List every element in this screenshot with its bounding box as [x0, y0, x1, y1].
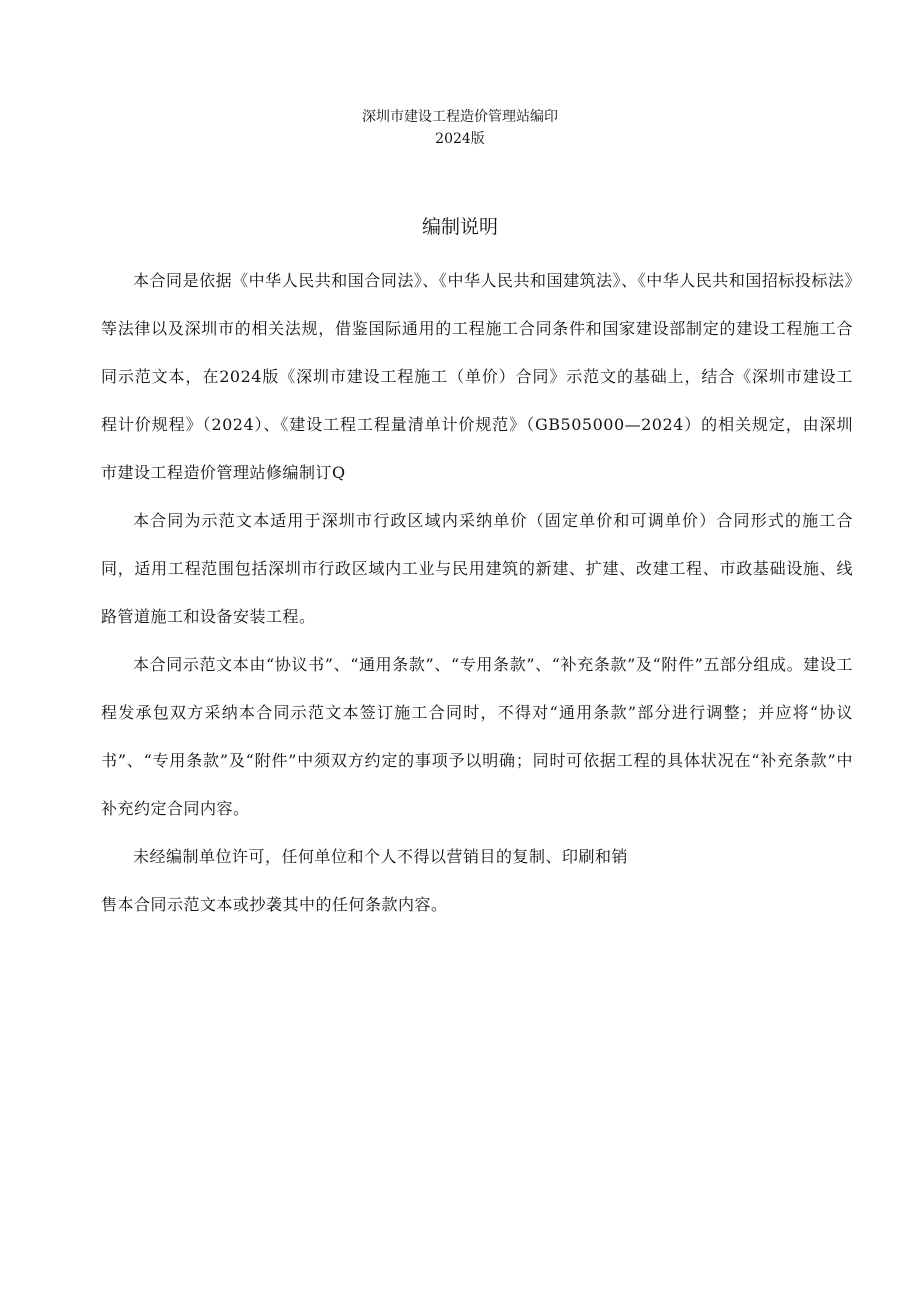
paragraph-copyright-continued: 售本合同示范文本或抄袭其中的任何条款内容。 — [101, 895, 448, 914]
paragraph-scope: 本合同为示范文本适用于深圳市行政区域内采纳单价（固定单价和可调单价）合同形式的施工合同，适用工程范围包括深圳市行政区域内工业与民用建筑的新建、扩建、改建工程、市政基础设施、线路管道施工和设备安装工程。 — [101, 511, 853, 626]
paragraph-legal-basis: 本合同是依据《中华人民共和国合同法》、《中华人民共和国建筑法》、《中华人民共和国招标投标法》等法律以及深圳市的相关法规，借鉴国际通用的工程施工合同条件和国家建设部制定的建设工程施工合同示范文本，在2024版《深圳市建设工程施工（单价）合同》示范文的基础上，结合《深圳市建设工程计价规程》（2024）、《建设工程工程量清单计价规范》（GB505000—2024）的相关规定，由深圳市建设工程造价管理站修编制订Q — [101, 271, 853, 482]
body-text — [101, 257, 853, 929]
publisher-line: 深圳市建设工程造价管理站编印 — [362, 109, 558, 125]
paragraph-composition: 本合同示范文本由“协议书”、“通用条款”、“专用条款”、“补充条款”及“附件”五部分组成。建设工程发承包双方采纳本合同示范文本签订施工合同时，不得对“通用条款”部分进行调整；并应将“协议书”、“专用条款”及“附件”中须双方约定的事项予以明确；同时可依据工程的具体状况在“补充条款”中补充约定合同内容。 — [101, 655, 853, 818]
document-header — [0, 106, 920, 150]
edition-line: 2024版 — [435, 131, 485, 147]
paragraph-copyright: 未经编制单位许可，任何单位和个人不得以营销目的复制、印刷和销 — [133, 847, 629, 866]
section-title: 编制说明 — [421, 216, 498, 238]
